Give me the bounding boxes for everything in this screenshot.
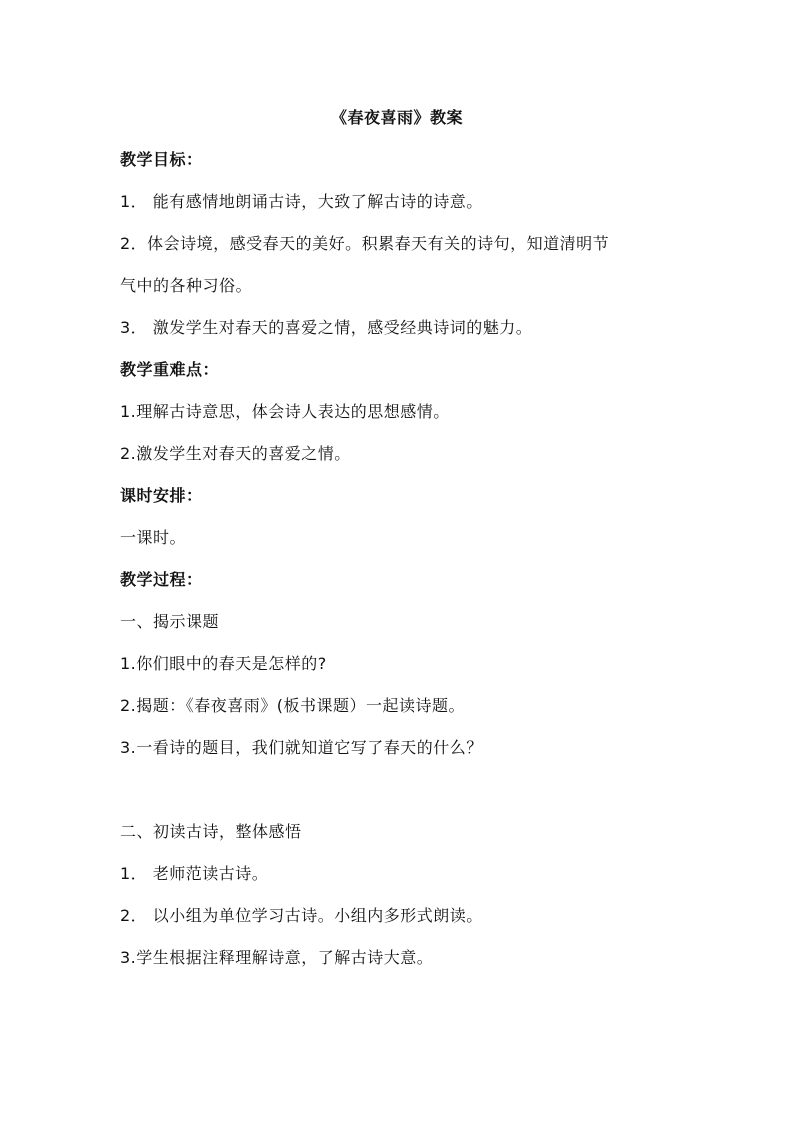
key-point-1: 1.理解古诗意思，体会诗人表达的思想感情。 [120, 402, 450, 421]
page-title: 《春夜喜雨》教案 [330, 108, 463, 127]
process-part-2-item-1: 1． 老师范读古诗。 [120, 864, 269, 883]
goal-item-2-line-2: 气中的各种习俗。 [120, 276, 253, 295]
process-part-2-item-3: 3.学生根据注释理解诗意，了解古诗大意。 [120, 948, 434, 967]
section-heading-schedule: 课时安排： [120, 486, 203, 505]
goal-item-1: 1． 能有感情地朗诵古诗，大致了解古诗的诗意。 [120, 192, 483, 211]
process-part-1-heading: 一、揭示课题 [120, 612, 220, 631]
goal-item-3: 3． 激发学生对春天的喜爱之情，感受经典诗词的魅力。 [120, 318, 533, 337]
section-heading-goals: 教学目标： [120, 150, 203, 169]
process-part-2-item-2: 2． 以小组为单位学习古诗。小组内多形式朗读。 [120, 906, 483, 925]
section-heading-key-points: 教学重难点： [120, 360, 220, 379]
process-part-1-item-1: 1.你们眼中的春天是怎样的? [120, 654, 327, 673]
process-part-1-item-2: 2.揭题：《春夜喜雨》(板书课题）一起读诗题。 [120, 696, 466, 715]
process-part-1-item-3: 3.一看诗的题目，我们就知道它写了春天的什么？ [120, 738, 483, 757]
section-heading-process: 教学过程： [120, 570, 203, 589]
schedule-text: 一课时。 [120, 528, 187, 547]
key-point-2: 2.激发学生对春天的喜爱之情。 [120, 444, 351, 463]
process-part-2-heading: 二、初读古诗，整体感悟 [120, 822, 302, 841]
goal-item-2-line-1: 2．体会诗境，感受春天的美好。积累春天有关的诗句，知道清明节 [120, 234, 610, 253]
